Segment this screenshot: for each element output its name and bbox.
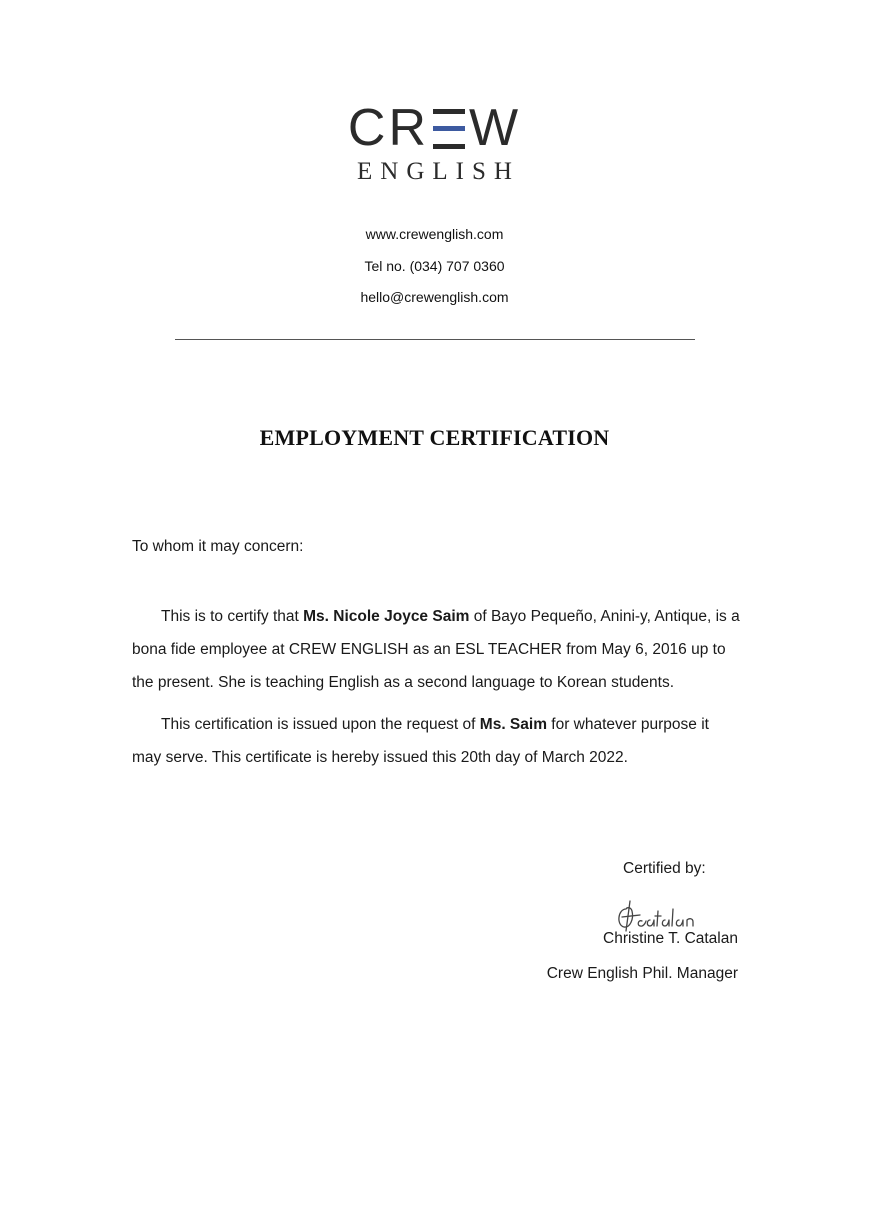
logo-e-bars-icon bbox=[430, 109, 468, 149]
contact-website: www.crewenglish.com bbox=[365, 226, 504, 242]
company-logo bbox=[0, 100, 869, 186]
employee-name: Ms. Nicole Joyce Saim bbox=[303, 608, 470, 625]
purpose-paragraph bbox=[132, 708, 742, 774]
employee-short-name: Ms. Saim bbox=[479, 716, 547, 733]
paragraph2-rest: for whatever purpose it may serve. This certificate is hereby issued this 20th day of March 2022. bbox=[132, 716, 709, 766]
logo-wordmark-crew: CR W bbox=[347, 99, 522, 157]
certification-paragraph bbox=[132, 600, 742, 699]
paragraph1-rest: of Bayo Pequeño, Anini-y, Antique, is a bona fide employee at CREW ENGLISH as an ESL TEACHER from May 6, 2016 up to the present. She is teaching English as a second language to Korean students. bbox=[132, 608, 740, 691]
logo-wordmark-english: ENGLISH bbox=[357, 158, 520, 185]
contact-phone: Tel no. (034) 707 0360 bbox=[364, 258, 505, 274]
signer-name: Christine T. Catalan bbox=[603, 930, 738, 947]
paragraph2-lead: This certification is issued upon the request of bbox=[161, 716, 480, 733]
header-divider bbox=[175, 339, 695, 340]
certified-by-label: Certified by: bbox=[623, 860, 706, 877]
document-title: EMPLOYMENT CERTIFICATION bbox=[259, 425, 610, 450]
signer-position: Crew English Phil. Manager bbox=[546, 965, 738, 982]
salutation: To whom it may concern: bbox=[132, 538, 304, 555]
contact-email: hello@crewenglish.com bbox=[360, 289, 509, 305]
paragraph1-lead: This is to certify that bbox=[161, 608, 304, 625]
